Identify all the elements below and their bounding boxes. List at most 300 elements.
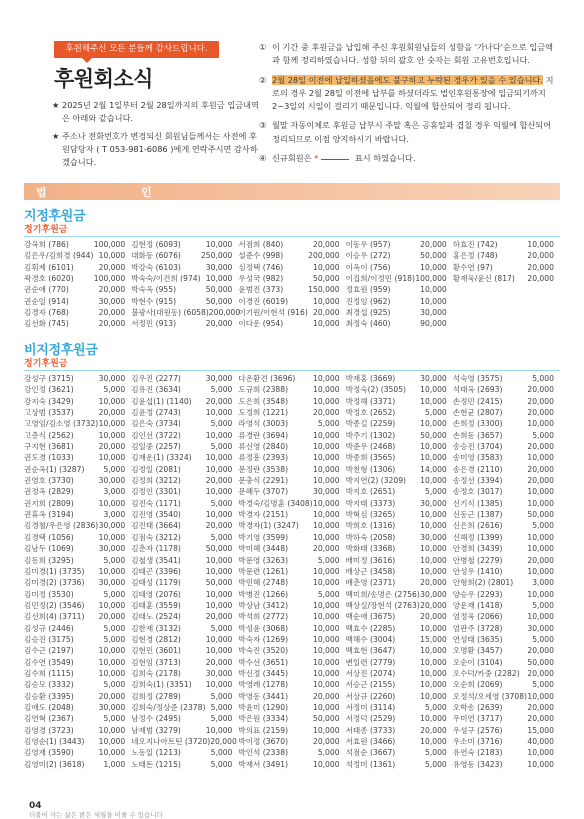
donor-name: 석정미 (1361) <box>345 759 396 769</box>
donor-name: 송승진 (3704) <box>452 442 503 452</box>
donor-name: 박민혜 (2748) <box>238 578 289 588</box>
donation-amount: 10,000 <box>420 737 447 746</box>
donor-name: 석숙영 (3575) <box>452 374 503 383</box>
donor-name: 서태종 (3733) <box>345 725 396 735</box>
donor-row <box>453 396 554 407</box>
donor-name: 백효현 (3647) <box>345 646 396 656</box>
donation-amount: 30,000 <box>205 668 233 678</box>
donation-amount: 200,000 <box>208 308 241 318</box>
donation-amount: 5,000 <box>425 759 447 769</box>
donor-row <box>131 296 232 307</box>
donation-amount: 200,000 <box>308 251 340 261</box>
donation-amount: 10,000 <box>420 691 447 701</box>
donation-amount: 10,000 <box>420 419 447 429</box>
donor-name: 백상실/장현석 (2763) <box>345 600 420 610</box>
donor-name: 김영경 (3723) <box>24 725 74 735</box>
donor-name: 서효원 (3466) <box>345 737 396 746</box>
donation-amount: 10,000 <box>312 668 340 678</box>
donor-name: 이승우 (272) <box>345 251 391 261</box>
donor-row <box>238 589 339 600</box>
donation-amount: 10,000 <box>312 725 340 735</box>
donor-name: 김철생 (3541) <box>131 555 181 565</box>
donor-row <box>238 498 339 509</box>
donation-amount: 10,000 <box>98 600 126 610</box>
donor-row <box>131 645 232 656</box>
donor-name: 박문련 (1261) <box>238 566 289 576</box>
donor-row <box>453 759 554 770</box>
donor-row <box>346 318 447 329</box>
donation-amount: 30,000 <box>98 702 126 712</box>
donor-name: 최경섭 (925) <box>345 308 391 318</box>
donor-name: 도규희 (2388) <box>238 385 289 395</box>
donation-amount: 50,000 <box>312 274 340 284</box>
donor-name: 박정숙(2) (3505) <box>345 385 406 395</box>
donation-amount: 5,000 <box>210 442 233 452</box>
donor-column <box>346 239 453 330</box>
donor-row <box>24 543 125 554</box>
donor-name: 박숙숙/이건희 (974) <box>131 274 201 284</box>
donor-row <box>131 373 232 384</box>
donor-name: 우성국 (982) <box>238 274 284 284</box>
donor-row <box>24 250 125 261</box>
donation-amount: 30,000 <box>98 521 126 531</box>
donor-name: 정효원 (959) <box>345 285 391 295</box>
donation-amount: 20,000 <box>527 251 554 261</box>
donation-amount: 20,000 <box>312 737 340 746</box>
donor-row <box>131 600 232 611</box>
donor-name: 손현균 (2807) <box>452 408 503 418</box>
star-icon: ★ <box>52 100 60 110</box>
donor-name: 라영식 (3003) <box>238 419 289 429</box>
donor-row <box>238 623 339 634</box>
donor-row <box>346 555 447 566</box>
donor-row <box>131 611 232 622</box>
donor-name: 손희정 (3300) <box>452 419 503 429</box>
donor-name: 박종길 (2259) <box>345 419 396 429</box>
donation-amount: 5,000 <box>103 385 126 395</box>
donation-amount: 20,000 <box>527 396 554 406</box>
donor-row <box>238 475 339 486</box>
donor-row <box>24 509 125 520</box>
donor-row <box>131 284 232 295</box>
donation-amount: 10,000 <box>420 442 447 452</box>
donation-amount: 10,000 <box>98 725 126 735</box>
donor-name: 변일련 (2779) <box>345 657 396 667</box>
donation-amount: 20,000 <box>98 612 126 622</box>
donation-amount: 10,000 <box>312 385 340 395</box>
donor-row <box>131 509 232 520</box>
donor-name: 신은희 (2616) <box>452 521 503 531</box>
donor-row <box>238 668 339 679</box>
donor-row <box>346 384 447 395</box>
donor-name: 오수덕/카중 (2282) <box>452 668 520 678</box>
donation-amount: 30,000 <box>205 374 233 383</box>
donation-amount: 5,000 <box>103 680 126 690</box>
donor-row <box>346 509 447 520</box>
donor-row <box>24 273 125 284</box>
donation-amount: 15,000 <box>420 634 447 644</box>
donor-name: 김승진 (3175) <box>24 634 74 644</box>
donor-name: 최정숙 (460) <box>345 319 391 329</box>
donor-row <box>131 623 232 634</box>
donor-row <box>238 418 339 429</box>
donor-name: 배상근 (3458) <box>345 566 396 576</box>
donation-amount: 20,000 <box>98 442 126 452</box>
donor-row <box>238 747 339 758</box>
donor-name: 김민정(2) (3546) <box>24 600 85 610</box>
donor-name: 박현수 (915) <box>131 296 177 306</box>
donation-amount: 5,000 <box>317 419 340 429</box>
donation-amount: 5,000 <box>532 634 554 644</box>
donor-row <box>24 373 125 384</box>
donor-row <box>346 430 447 441</box>
donation-amount: 10,000 <box>312 296 340 306</box>
donation-amount: 10,000 <box>527 419 554 429</box>
donor-name: 설준수 (998) <box>238 251 284 261</box>
donor-row <box>131 736 237 747</box>
donation-amount: 30,000 <box>420 532 447 542</box>
donation-amount: 10,000 <box>527 589 554 599</box>
donor-row <box>24 296 125 307</box>
donation-amount: 20,000 <box>527 408 554 418</box>
intro-text <box>52 99 262 173</box>
donor-name: 권영호 (3730) <box>24 476 74 486</box>
donor-name: 김애도 (2048) <box>24 702 74 712</box>
donor-name: 류경란 (3694) <box>238 430 289 440</box>
donation-amount: 10,000 <box>98 657 126 667</box>
donor-row <box>24 239 125 250</box>
star-icon: ★ <box>52 130 60 141</box>
donor-row <box>453 262 554 273</box>
donor-row <box>24 452 125 463</box>
donation-amount: 10,000 <box>98 430 126 440</box>
donor-row <box>453 520 554 531</box>
donor-row <box>131 273 232 284</box>
donation-amount: 5,000 <box>103 464 126 474</box>
donor-row <box>238 486 339 497</box>
donation-amount: 10,000 <box>420 657 447 667</box>
donation-amount: 5,000 <box>103 634 126 644</box>
donor-name: 서상진 (2074) <box>345 668 396 678</box>
donor-name: 손희동 (3657) <box>452 430 503 440</box>
donation-amount: 10,000 <box>98 419 126 429</box>
donor-row <box>131 702 232 713</box>
donor-row <box>238 250 339 261</box>
donation-amount: 10,000 <box>420 646 447 656</box>
donation-amount: 5,000 <box>425 408 447 418</box>
donor-name: 심정택 (746) <box>238 262 284 272</box>
donor-name: 박혁심 (3265) <box>345 510 396 520</box>
new-member-mark: * <box>314 153 319 164</box>
donation-amount: 10,000 <box>420 453 447 463</box>
donor-row <box>238 373 339 384</box>
donor-name: 김수희 (1115) <box>24 668 74 678</box>
note-text: 월말 자동이체로 후원금 납부시 주말 혹은 공휴일과 겹칠 경우 익월에 합산되어 정리되므로 이점 양지하시기 바랍니다. <box>272 120 552 144</box>
note-text: 이 기간 중 후원금을 납입해 주신 후원회원님들의 성함을 '가나다'순으로 입금액과 함께 정리하였습니다. 성함 뒤의 괄호 안 숫자는 회원 고유번호입니다. <box>272 42 554 66</box>
donor-name: 김현임 (3713) <box>131 657 181 667</box>
donor-row <box>238 759 339 770</box>
donor-name: 서정덕 (2529) <box>345 714 396 724</box>
note-item <box>259 119 559 146</box>
donation-amount: 3,000 <box>532 578 554 588</box>
donation-amount: 5,000 <box>317 589 340 599</box>
donor-name: 네오지나아트틴 (3720) <box>131 737 211 746</box>
donor-name: 강지숙 (3429) <box>24 396 74 406</box>
donation-amount: 100,000 <box>93 274 126 284</box>
donor-row <box>453 702 554 713</box>
donation-amount: 10,000 <box>527 487 554 497</box>
donor-row <box>346 747 447 758</box>
donor-row <box>238 645 339 656</box>
donor-row <box>346 307 447 318</box>
donation-amount: 90,000 <box>420 319 447 329</box>
donation-amount: 20,000 <box>210 737 237 746</box>
donor-name: 박희호 (1316) <box>345 521 396 531</box>
donor-name: 박경숙/김명훈 (3408) <box>238 498 313 508</box>
donation-amount: 10,000 <box>98 532 126 542</box>
donor-row <box>131 543 232 554</box>
donation-amount: 20,000 <box>98 285 126 295</box>
page-number: 04 <box>29 801 42 811</box>
note-number: ② <box>259 74 267 85</box>
donor-row <box>238 577 339 588</box>
donor-row <box>453 747 554 758</box>
donor-row <box>346 396 447 407</box>
donor-row <box>238 543 339 554</box>
donor-row <box>24 262 125 273</box>
donor-row <box>24 611 125 622</box>
donation-amount: 10,000 <box>98 748 126 758</box>
designated-subtitle: 정기후원금 <box>24 225 68 235</box>
donor-name: 김일중 (2257) <box>131 442 181 452</box>
designated-title: 지정후원금 <box>24 209 86 224</box>
donor-name: 김경철/우은영 (2836) <box>24 521 99 531</box>
donor-row <box>238 441 339 452</box>
donor-row <box>346 634 447 645</box>
donor-row <box>238 239 339 250</box>
donation-amount: 20,000 <box>98 262 126 272</box>
donation-amount: 10,000 <box>205 566 233 576</box>
red-underline <box>321 159 349 160</box>
donation-amount: 10,000 <box>420 566 447 576</box>
donor-row <box>453 273 554 284</box>
donation-amount: 10,000 <box>312 510 340 520</box>
donor-row <box>131 250 232 261</box>
donor-row <box>238 407 339 418</box>
donor-name: 류신영 (2840) <box>238 442 289 452</box>
donation-amount: 20,000 <box>527 714 554 724</box>
donor-name: 오순이 (3104) <box>452 657 503 667</box>
donor-name: 강성구 (3715) <box>24 374 74 383</box>
donor-row <box>131 486 232 497</box>
donor-name: 박강숙 (6103) <box>131 262 181 272</box>
donor-name: 우소미 (3716) <box>452 737 503 746</box>
donor-name: 양운재 (1418) <box>452 600 503 610</box>
donor-row <box>131 464 232 475</box>
donation-amount: 20,000 <box>98 691 126 701</box>
donor-row <box>346 725 447 736</box>
donor-row <box>131 452 232 463</box>
donation-amount: 10,000 <box>420 476 447 486</box>
donor-name: 김은숙 (3734) <box>131 419 181 429</box>
donor-row <box>453 373 554 384</box>
donor-name: 김영미(2) (3618) <box>24 759 85 769</box>
donor-row <box>453 430 554 441</box>
donor-name: 곽경호 (6020) <box>24 274 74 284</box>
donation-amount: 20,000 <box>420 578 447 588</box>
donation-amount: 10,000 <box>98 396 126 406</box>
donation-amount: 10,000 <box>420 544 447 554</box>
donor-row <box>24 634 125 645</box>
donation-amount: 10,000 <box>205 453 233 463</box>
donor-name: 김미경(2) (3736) <box>24 578 85 588</box>
donor-row <box>238 284 339 295</box>
donor-name: 백미희/송명은 (2756) <box>345 589 420 599</box>
donor-column <box>131 239 241 330</box>
donation-amount: 5,000 <box>425 487 447 497</box>
note-item: ④ 신규회원은 * 표시 하였습니다. <box>259 152 559 165</box>
donor-row <box>453 418 554 429</box>
donor-column <box>453 373 560 770</box>
donation-amount: 10,000 <box>312 634 340 644</box>
donation-amount: 10,000 <box>527 759 554 769</box>
donation-amount: 1,000 <box>103 759 126 769</box>
donor-name: 류정흥 (2393) <box>238 453 289 463</box>
donation-amount: 10,000 <box>312 442 340 452</box>
donor-name: 김미경(1) (3735) <box>24 566 85 576</box>
donation-amount: 10,000 <box>98 251 126 261</box>
donation-amount: 5,000 <box>210 623 233 633</box>
donation-amount: 14,000 <box>420 464 447 474</box>
donation-amount: 10,000 <box>98 668 126 678</box>
donor-row <box>453 452 554 463</box>
donor-name: 박기영 (3599) <box>238 532 289 542</box>
donation-amount: 30,000 <box>98 374 126 383</box>
donor-name: 박미혜 (3448) <box>238 544 289 554</box>
donor-row <box>453 691 554 702</box>
donation-amount: 20,000 <box>312 691 340 701</box>
donation-amount: 10,000 <box>205 274 233 284</box>
donor-name: 양승우 (2293) <box>452 589 503 599</box>
donor-name: 홍은정 (748) <box>452 251 498 261</box>
donor-name: 박지호 (2651) <box>345 487 396 497</box>
donor-name: 김윤정 (2743) <box>131 408 181 418</box>
donation-amount: 10,000 <box>312 759 340 769</box>
donor-name: 이동우 (957) <box>345 240 391 249</box>
donor-name: 황재욱/윤신 (817) <box>452 274 515 284</box>
donor-name: 김태훈 (3559) <box>131 600 181 610</box>
donation-amount: 5,000 <box>425 748 447 758</box>
donor-name: 박종희 (3565) <box>345 453 396 463</box>
donor-name: 박숙옥 (955) <box>131 285 177 295</box>
donation-amount: 10,000 <box>312 702 340 712</box>
donor-name: 김승모 (3332) <box>24 680 74 690</box>
donor-name: 손정민 (2415) <box>452 396 503 406</box>
donor-name: 박신정 (3445) <box>238 668 289 678</box>
donor-row <box>453 736 554 747</box>
donor-name: 서승근 (2155) <box>345 680 396 690</box>
donor-row <box>346 273 447 284</box>
donation-amount: 3,000 <box>103 510 126 520</box>
donation-amount: 5,000 <box>210 702 233 712</box>
donation-amount: 10,000 <box>420 714 447 724</box>
donor-row <box>24 645 125 656</box>
thanks-banner: 후원해주신 모든 분들께 감사드립니다. <box>54 41 219 58</box>
donor-name: 석태옥 (2693) <box>452 385 503 395</box>
donor-row <box>453 486 554 497</box>
donor-row <box>453 668 554 679</box>
donor-name: 박수선 (3651) <box>238 657 289 667</box>
donor-name: 김인선 (3722) <box>131 430 181 440</box>
donation-amount: 5,000 <box>532 430 554 440</box>
donor-name: 신기식 (1385) <box>452 498 503 508</box>
donor-row <box>131 668 232 679</box>
donation-amount: 10,000 <box>312 453 340 463</box>
donor-row <box>346 296 447 307</box>
donor-row <box>238 430 339 441</box>
donor-row <box>453 645 554 656</box>
donor-row <box>346 475 447 486</box>
donor-row <box>238 452 339 463</box>
donor-row <box>238 600 339 611</box>
donor-row <box>131 713 232 724</box>
donor-row <box>453 611 554 622</box>
donor-name: 권순일 (914) <box>24 296 69 306</box>
donor-row <box>238 509 339 520</box>
intro-item: ★ 주소나 전화번호가 변경되신 회원님들께서는 사전에 후원담당자 ( T 053-981-6086 )에게 연락주시면 감사하겠습니다. <box>52 130 262 170</box>
note-item <box>259 74 559 114</box>
donor-row <box>453 657 554 668</box>
donor-row <box>346 691 447 702</box>
donor-name: 문혜두 (3707) <box>238 487 289 497</box>
undesignated-donor-table <box>24 373 560 770</box>
donor-name: 권순옥(1) (3287) <box>24 464 85 474</box>
donation-amount: 10,000 <box>420 680 447 690</box>
donor-row <box>24 318 125 329</box>
donor-name: 박성윤 (3068) <box>238 623 289 633</box>
donor-name: 김경자 (768) <box>24 308 69 318</box>
donation-amount: 30,000 <box>98 578 126 588</box>
donor-row <box>238 273 339 284</box>
donor-row <box>453 577 554 588</box>
donor-row <box>453 555 554 566</box>
donor-name: 엄정욱 (2066) <box>452 612 503 622</box>
donor-name: 박재홍 (3669) <box>345 374 396 383</box>
donor-name: 박문영 (3263) <box>238 555 289 565</box>
donation-amount: 10,000 <box>312 680 340 690</box>
donation-amount: 50,000 <box>420 251 447 261</box>
donation-amount: 10,000 <box>420 668 447 678</box>
donation-amount: 20,000 <box>527 385 554 395</box>
donation-amount: 10,000 <box>420 555 447 565</box>
donor-row <box>346 284 447 295</box>
donor-name: 김은우/김희경 (944) <box>24 251 94 261</box>
donor-name: 박상남 (3412) <box>238 600 289 610</box>
donation-amount: 10,000 <box>312 430 340 440</box>
donation-amount: 10,000 <box>98 566 126 576</box>
donor-name: 서정민 (913) <box>131 319 177 329</box>
donor-name: 박지태 (3373) <box>345 498 396 508</box>
donation-amount: 10,000 <box>205 725 233 735</box>
donor-name: 서정미 (3114) <box>345 702 396 712</box>
donor-name: 김한재 (3132) <box>131 623 181 633</box>
donation-amount: 10,000 <box>205 634 233 644</box>
donation-amount: 20,000 <box>312 408 340 418</box>
donor-row <box>24 668 125 679</box>
donor-name: 권도경 (1033) <box>24 453 74 463</box>
donation-amount: 10,000 <box>527 453 554 463</box>
donation-amount: 10,000 <box>527 566 554 576</box>
